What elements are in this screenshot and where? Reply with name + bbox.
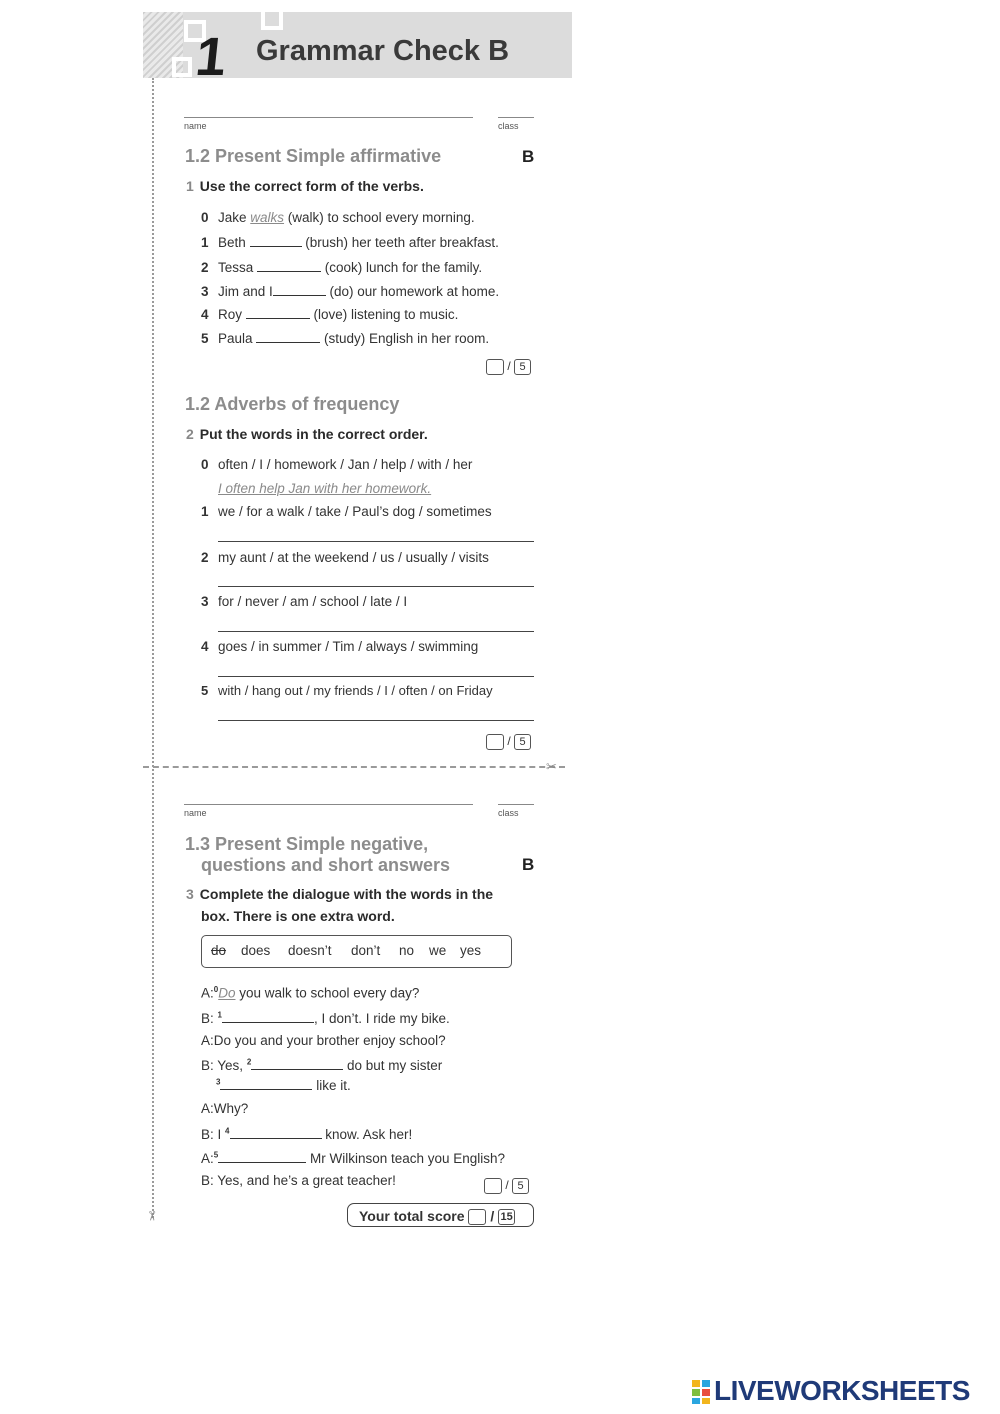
exercise-item: 5 with / hang out / my friends / I / often / on Friday [201, 683, 493, 698]
dialogue-line: A:$^0$Do you walk to school every day? [201, 985, 420, 1001]
instruction: 1 Use the correct form of the verbs. [186, 178, 424, 194]
exercise-item: 4 Roy (love) listening to music. [201, 307, 459, 322]
answer-blank[interactable] [257, 259, 321, 272]
answer-blank[interactable] [273, 283, 326, 296]
dialogue-line: A:$^5$ Mr Wilkinson teach you English? [201, 1150, 506, 1166]
dialogue-line: $^3$ like it. [216, 1077, 351, 1093]
decor-square [172, 57, 192, 77]
answer-blank[interactable] [218, 1150, 306, 1163]
exercise-item: 5 Paula (study) English in her room. [201, 331, 490, 346]
section-score: / 5 [486, 359, 531, 375]
dialogue-line: B: Yes, and he’s a great teacher! [201, 1173, 396, 1188]
exercise-item: 0 Jake walks (walk) to school every morning. [201, 210, 475, 225]
section-title: 1.2 Adverbs of frequency [185, 394, 400, 414]
class-line[interactable] [498, 804, 534, 805]
section-title-line2: questions and short answers [201, 855, 451, 875]
dialogue-line: B: $^1$ , I don’t. I ride my bike. [201, 1010, 450, 1026]
exercise-item: 1 we / for a walk / take / Paul’s dog / sometimes [201, 504, 492, 519]
page-title: Grammar Check B [256, 35, 510, 67]
liveworksheets-logo-icon [692, 1380, 710, 1404]
name-label: name [184, 121, 207, 131]
section-title: 1.3 Present Simple negative, [185, 834, 429, 854]
dialogue-line: A:Why? [201, 1101, 249, 1116]
exercise-item: 3 Jim and I (do) our homework at home. [201, 284, 500, 299]
answer-blank[interactable] [230, 1126, 322, 1139]
exercise-item: 2 my aunt / at the weekend / us / usually / visits [201, 550, 489, 565]
name-line[interactable] [184, 804, 473, 805]
unit-number: 1 [192, 27, 230, 87]
class-line[interactable] [498, 117, 534, 118]
decor-square [261, 8, 283, 30]
answer-line[interactable] [218, 720, 534, 721]
score-box[interactable] [486, 359, 504, 375]
answer-blank[interactable] [222, 1010, 314, 1023]
answer-blank[interactable] [220, 1077, 312, 1090]
word-box-item: don’t [351, 943, 381, 958]
cut-line [143, 766, 565, 768]
cut-margin-line [152, 78, 154, 1218]
answer-blank[interactable] [246, 306, 310, 319]
exercise-item: 0 often / I / homework / Jan / help / with / her [201, 457, 473, 472]
exercise-item: 1 Beth (brush) her teeth after breakfast. [201, 235, 499, 250]
word-box-item: do [211, 943, 227, 958]
answer-blank[interactable] [251, 1057, 343, 1070]
version-letter: B [522, 147, 535, 166]
word-box-item: does [241, 943, 271, 958]
dialogue-line: B: Yes, $^2$ do but my sister [201, 1057, 443, 1073]
dialogue-line: A:Do you and your brother enjoy school? [201, 1033, 446, 1048]
total-score: Your total score / 15 [347, 1203, 534, 1227]
answer-line[interactable] [218, 586, 534, 587]
dialogue-line: B: I $^4$ know. Ask her! [201, 1126, 413, 1142]
section-score: / 5 [484, 1178, 529, 1194]
scissors-icon: ✂ [546, 759, 557, 774]
answer-line[interactable] [218, 631, 534, 632]
answer-line[interactable] [218, 541, 534, 542]
version-letter: B [522, 855, 535, 874]
answer-blank[interactable] [256, 330, 320, 343]
class-label: class [498, 121, 519, 131]
exercise-item: 4 goes / in summer / Tim / always / swimming [201, 639, 479, 654]
word-box-item: no [399, 943, 415, 958]
liveworksheets-logo: LIVEWORKSHEETS [714, 1375, 970, 1406]
exercise-item: 2 Tessa (cook) lunch for the family. [201, 260, 483, 275]
section-title: 1.2 Present Simple affirmative [185, 146, 442, 166]
instruction-line2: box. There is one extra word. [201, 908, 395, 924]
score-box[interactable] [486, 734, 504, 750]
section-score: / 5 [486, 734, 531, 750]
word-box-item: yes [460, 943, 482, 958]
score-box[interactable] [484, 1178, 502, 1194]
answer-line[interactable] [218, 676, 534, 677]
exercise-item: 3 for / never / am / school / late / I [201, 594, 408, 609]
instruction: 2 Put the words in the correct order. [186, 426, 428, 442]
instruction: 3 Complete the dialogue with the words in the [186, 886, 494, 902]
answer-blank[interactable] [250, 234, 302, 247]
class-label: class [498, 808, 519, 818]
total-score-box[interactable] [468, 1209, 486, 1225]
word-box-item: we [429, 943, 447, 958]
name-label: name [184, 808, 207, 818]
name-line[interactable] [184, 117, 473, 118]
scissors-icon: ✂ [144, 1210, 160, 1222]
word-box-item: doesn’t [288, 943, 332, 958]
example-answer: I often help Jan with her homework. [218, 481, 432, 496]
